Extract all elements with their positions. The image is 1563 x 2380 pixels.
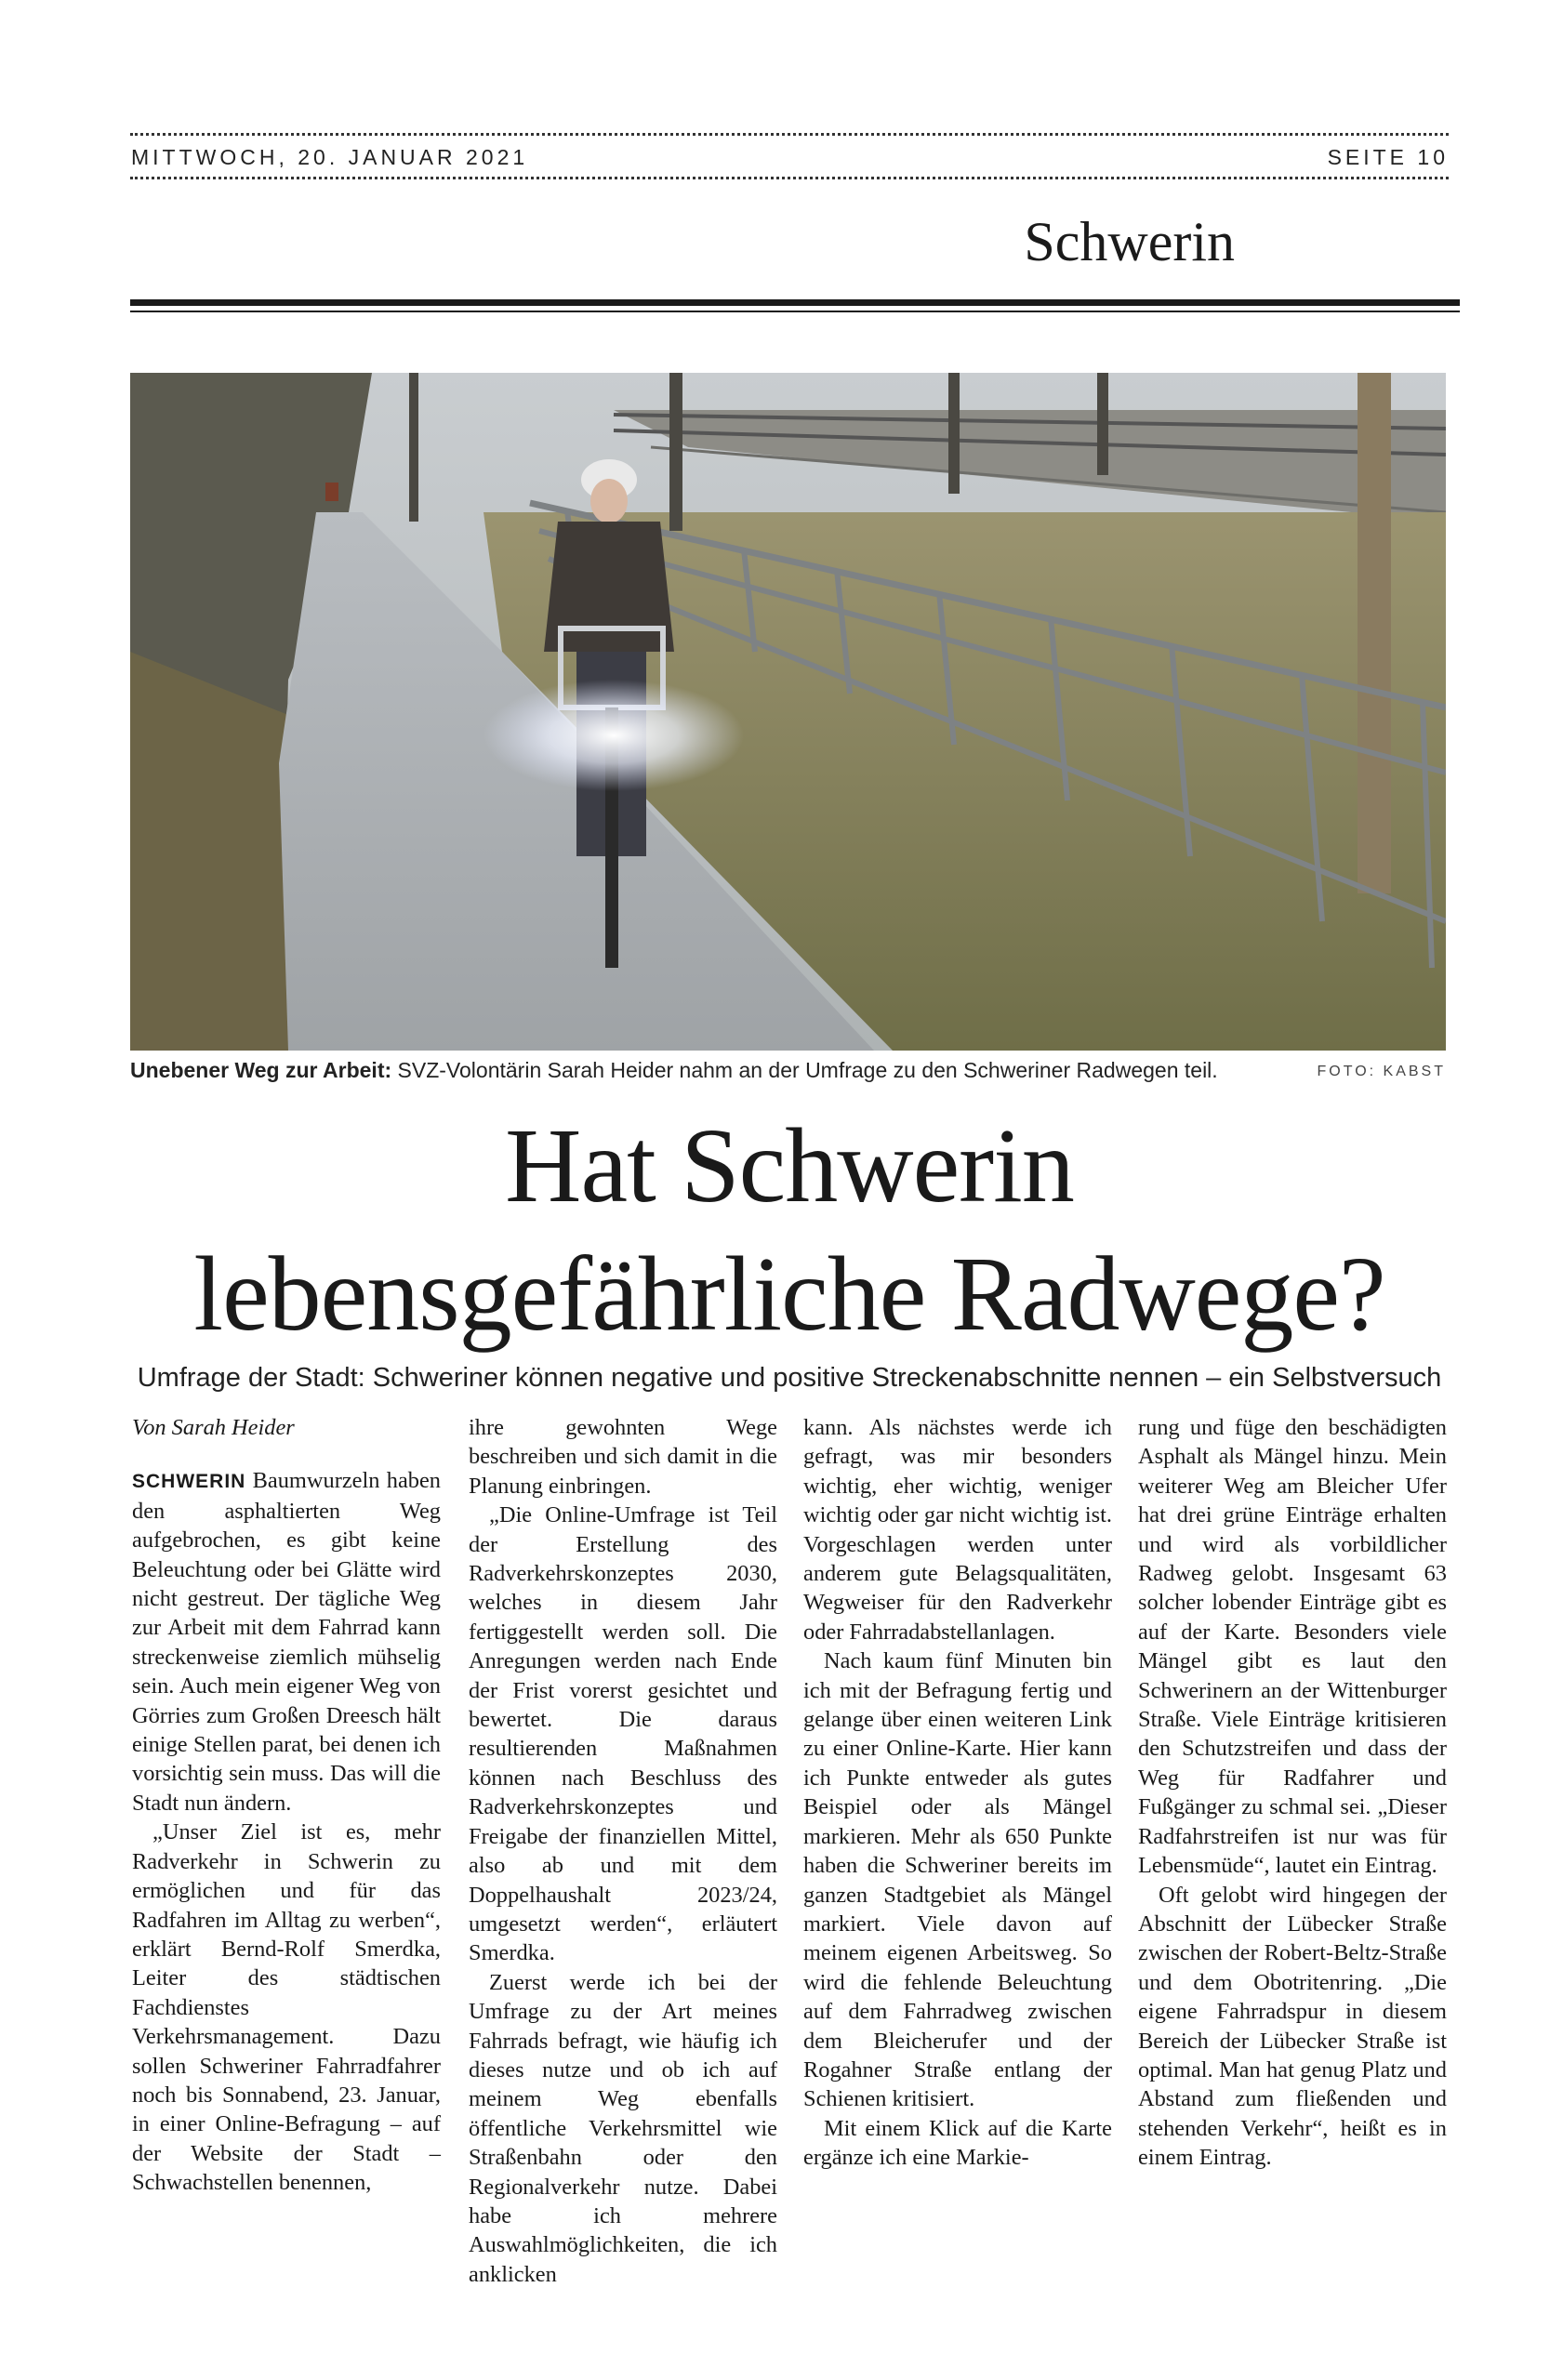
- header-dotted-rule-top: [130, 133, 1449, 136]
- paragraph: Nach kaum fünf Minuten bin ich mit der Befragung fertig und gelange über einen weiteren Link zu einer Online-Karte. Hier kann ich Punkte entweder als gutes Beispiel oder als Mängel markieren. Mehr als 650 Punkte haben die Schweriner bereits im ganzen Stadtgebiet als Mängel markiert. Viele davon auf meinem eigenen Arbeitsweg. So wird die fehlende Beleuchtung auf dem Fahrradweg zwischen dem Bleicherufer und der Rogahner Straße entlang der Schienen kritisiert.: [803, 1648, 1112, 2112]
- paragraph: Oft gelobt wird hingegen der Abschnitt der Lübecker Straße zwischen der Robert-Beltz-Straße und dem Obotritenring. „Die eigene Fahrradspur in diesem Bereich der Lübecker Straße ist optimal. Man hat genug Platz und Abstand zum fließenden und stehenden Verkehr“, heißt es in einem Eintrag.: [1138, 1882, 1447, 2171]
- photo-caption: [130, 1058, 1311, 1083]
- paragraph: „Unser Ziel ist es, mehr Radverkehr in Schwerin zu ermöglichen und für das Radfahren im Alltag zu werben“, erklärt Bernd-Rolf Smerdka, Leiter des städtischen Fachdienstes Verkehrsmanagement. Dazu sollen Schweriner Fahrradfahrer noch bis Sonnabend, 23. Januar, in einer Online-Befragung – auf der Website der Stadt – Schwachstellen benennen,: [132, 1819, 441, 2196]
- page-number: SEITE 10: [1327, 145, 1449, 169]
- paragraph: „Die Online-Umfrage ist Teil der Erstellung des Radverkehrskonzeptes 2030, welches in diesem Jahr fertiggestellt werden soll. Die Anregungen werden nach Ende der Frist vorerst gesichtet und bewertet. Die daraus resultierenden Maßnahmen können nach Beschluss des Radverkehrskonzeptes und Freigabe der finanziellen Mittel, also ab und mit dem Doppelhaushalt 2023/24, umgesetzt werden“, erläutert Smerdka.: [469, 1502, 777, 1966]
- paragraph-text: Baumwurzeln haben den asphaltierten Weg aufgebrochen, es gibt keine Beleuchtung oder bei Glätte wird nicht gestreut. Der tägliche Weg zur Arbeit mit dem Fahrrad kann streckenweise ziemlich mühselig sein. Auch mein eigener Weg von Görries zum Großen Dreesch hält einige Stellen parat, bei denen ich vorsichtig sein muss. Das will die Stadt nun ändern.: [132, 1468, 441, 1816]
- section-rule-thick: [130, 299, 1460, 306]
- paragraph: [132, 1466, 441, 1818]
- headline: [130, 1102, 1449, 1358]
- article-column-1: [132, 1413, 441, 2198]
- paragraph: kann. Als nächstes werde ich gefragt, was mir besonders wichtig, eher wichtig, weniger wichtig oder gar nicht wichtig ist. Vorgeschlagen werden unter anderem gute Belagsqualitäten, Wegweiser für den Radverkehr oder Fahrradabstellanlagen.: [803, 1415, 1112, 1645]
- paragraph: Mit einem Klick auf die Karte ergänze ich eine Markie-: [803, 2115, 1112, 2171]
- article-photo: [130, 373, 1446, 1051]
- article-column-3: [803, 1413, 1112, 2173]
- caption-text: SVZ-Volontärin Sarah Heider nahm an der Umfrage zu den Schweriner Radwegen teil.: [391, 1058, 1218, 1082]
- photo-credit: FOTO: KABST: [1317, 1064, 1446, 1079]
- issue-date: MITTWOCH, 20. JANUAR 2021: [131, 145, 529, 169]
- subheadline: Umfrage der Stadt: Schweriner können negative und positive Streckenabschnitte nennen – ein Selbstversuch: [137, 1363, 1442, 1393]
- article-column-4: [1138, 1413, 1447, 2173]
- dateline: SCHWERIN: [132, 1471, 246, 1493]
- header-dotted-rule-bottom: [130, 177, 1449, 179]
- paragraph: Zuerst werde ich bei der Umfrage zu der Art meines Fahrrads befragt, wie häufig ich dieses nutze und ob ich auf meinem Weg ebenfalls öffentliche Verkehrsmittel wie Straßenbahn oder den Regionalverkehr nutze. Dabei habe ich mehrere Auswahlmöglichkeiten, die ich anklicken: [469, 1969, 777, 2287]
- section-title: Schwerin: [1024, 211, 1235, 272]
- headline-line-1: Hat Schwerin: [505, 1106, 1074, 1224]
- article-column-2: [469, 1413, 777, 2289]
- section-rule-thin: [130, 311, 1460, 312]
- paragraph: ihre gewohnten Wege beschreiben und sich damit in die Planung einbringen.: [469, 1415, 777, 1499]
- byline: Von Sarah Heider: [132, 1415, 295, 1440]
- caption-lead: Unebener Weg zur Arbeit:: [130, 1058, 392, 1082]
- paragraph: rung und füge den beschädigten Asphalt als Mängel hinzu. Mein weiterer Weg am Bleicher Ufer hat drei grüne Einträge erhalten und wird als vorbildlicher Radweg gelobt. Insgesamt 63 solcher lobender Einträge gibt es auf der Karte. Besonders viele Mängel gibt es laut den Schwerinern an der Wittenburger Straße. Viele Einträge kritisieren den Schutzstreifen und dass der Weg für Radfahrer und Fußgänger zu schmal sei. „Dieser Radfahrstreifen ist nur was für Lebensmüde“, lautet ein Eintrag.: [1138, 1415, 1447, 1879]
- headline-line-2: lebensgefährliche Radwege?: [193, 1235, 1385, 1353]
